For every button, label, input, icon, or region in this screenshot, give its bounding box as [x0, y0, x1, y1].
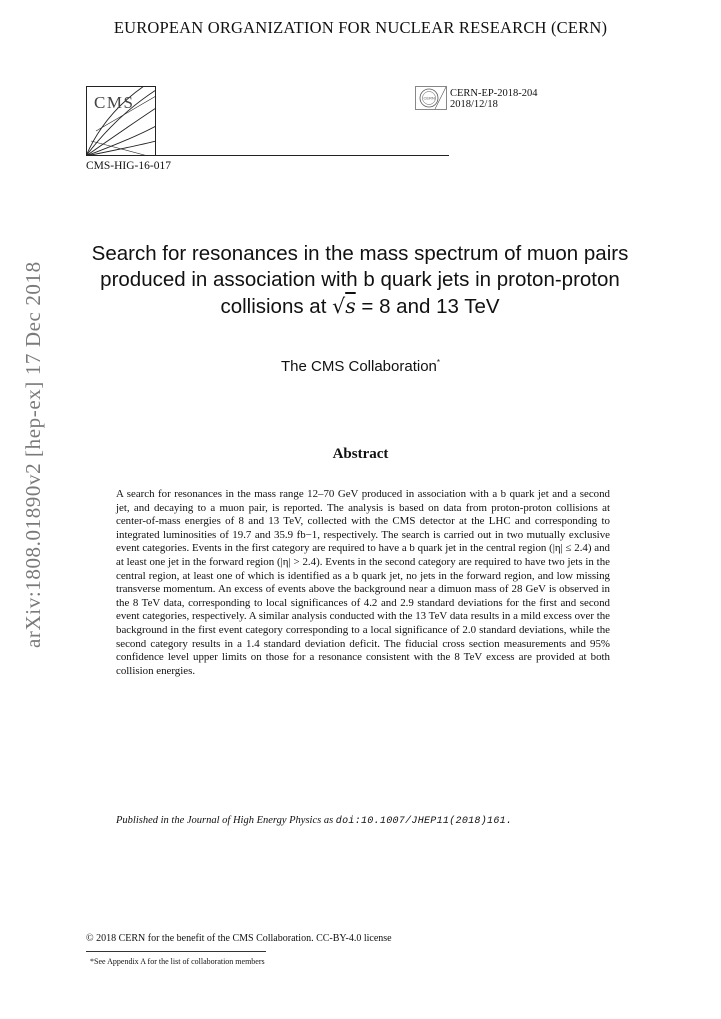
publication-line — [116, 815, 512, 827]
cern-reference — [450, 88, 538, 110]
paper-title — [60, 241, 660, 320]
authors-text: The CMS Collaboration — [280, 358, 437, 375]
cern-ref-date: 2018/12/18 — [450, 99, 498, 110]
report-id: CMS-HIG-16-017 — [86, 160, 171, 172]
title-line-3 — [60, 293, 660, 320]
publication-doi-link[interactable]: doi:10.1007/JHEP11(2018)161. — [335, 816, 513, 827]
publication-prefix: Published in the Journal of High Energy Physics as — [116, 815, 334, 826]
cms-logo-text: CMS — [94, 93, 135, 112]
organization-header: EUROPEAN ORGANIZATION FOR NUCLEAR RESEARCH (CERN) — [113, 18, 608, 37]
authors — [0, 358, 721, 375]
cern-logo-text: CERN — [423, 95, 435, 101]
cern-ref-number: CERN-EP-2018-204 — [450, 88, 538, 99]
authors-footnote-mark: * — [436, 358, 441, 367]
title-line-2: produced in association with b quark jets in proton-proton — [100, 268, 620, 291]
cms-logo — [86, 86, 156, 156]
sqrt-argument: s — [345, 294, 356, 318]
title-line-1: Search for resonances in the mass spectrum of muon pairs — [91, 242, 629, 265]
footnote-rule — [86, 951, 266, 952]
title-line-3-post: = 8 and 13 TeV — [361, 295, 500, 318]
abstract-body: A search for resonances in the mass range 12–70 GeV produced in association with a b quark jet and a second jet, and decaying to a muon pair, is reported. The analysis is based on data from proton-proton collisions at center-of-mass energies of 8 and 13 TeV, collected with the CMS detector at the LHC and corresponding to integrated luminosities of 19.7 and 35.9 fb−1, respectively. The search is carried out in two mutually exclusive event categories. Events in the first category are required to have a b quark jet in the central region (|η| ≤ 2.4) and at least one jet in the forward region (|η| > 2.4). Events in the second category are required to have two jets in the central region, at least one of which is identified as a b quark jet, no jets in the forward region, and low missing transverse momentum. An excess of events above the background near a dimuon mass of 28 GeV is observed in the 8 TeV data, corresponding to local significances of 4.2 and 2.9 standard deviations for the first and second event categories, respectively. A similar analysis conducted with the 13 TeV data results in a mild excess over the background in the first event category corresponding to a local significance of 2.0 standard deviations, while the second category results in a 1.4 standard deviation deficit. The fiducial cross section measurements and 95% confidence level upper limits on those for a resonance consistent with the 8 TeV excess are provided at both collision energies. — [116, 488, 610, 677]
title-line-3-pre: collisions at — [220, 295, 327, 318]
arxiv-stamp: arXiv:1808.01890v2 [hep-ex] 17 Dec 2018 — [21, 261, 45, 648]
sqrt-symbol: √ — [332, 294, 346, 318]
copyright-notice: © 2018 CERN for the benefit of the CMS Collaboration. CC-BY-4.0 license — [86, 933, 392, 944]
abstract-heading: Abstract — [332, 446, 389, 462]
cern-logo — [415, 86, 447, 110]
footnote: *See Appendix A for the list of collaboration members — [90, 957, 265, 966]
header-rule — [156, 155, 449, 156]
